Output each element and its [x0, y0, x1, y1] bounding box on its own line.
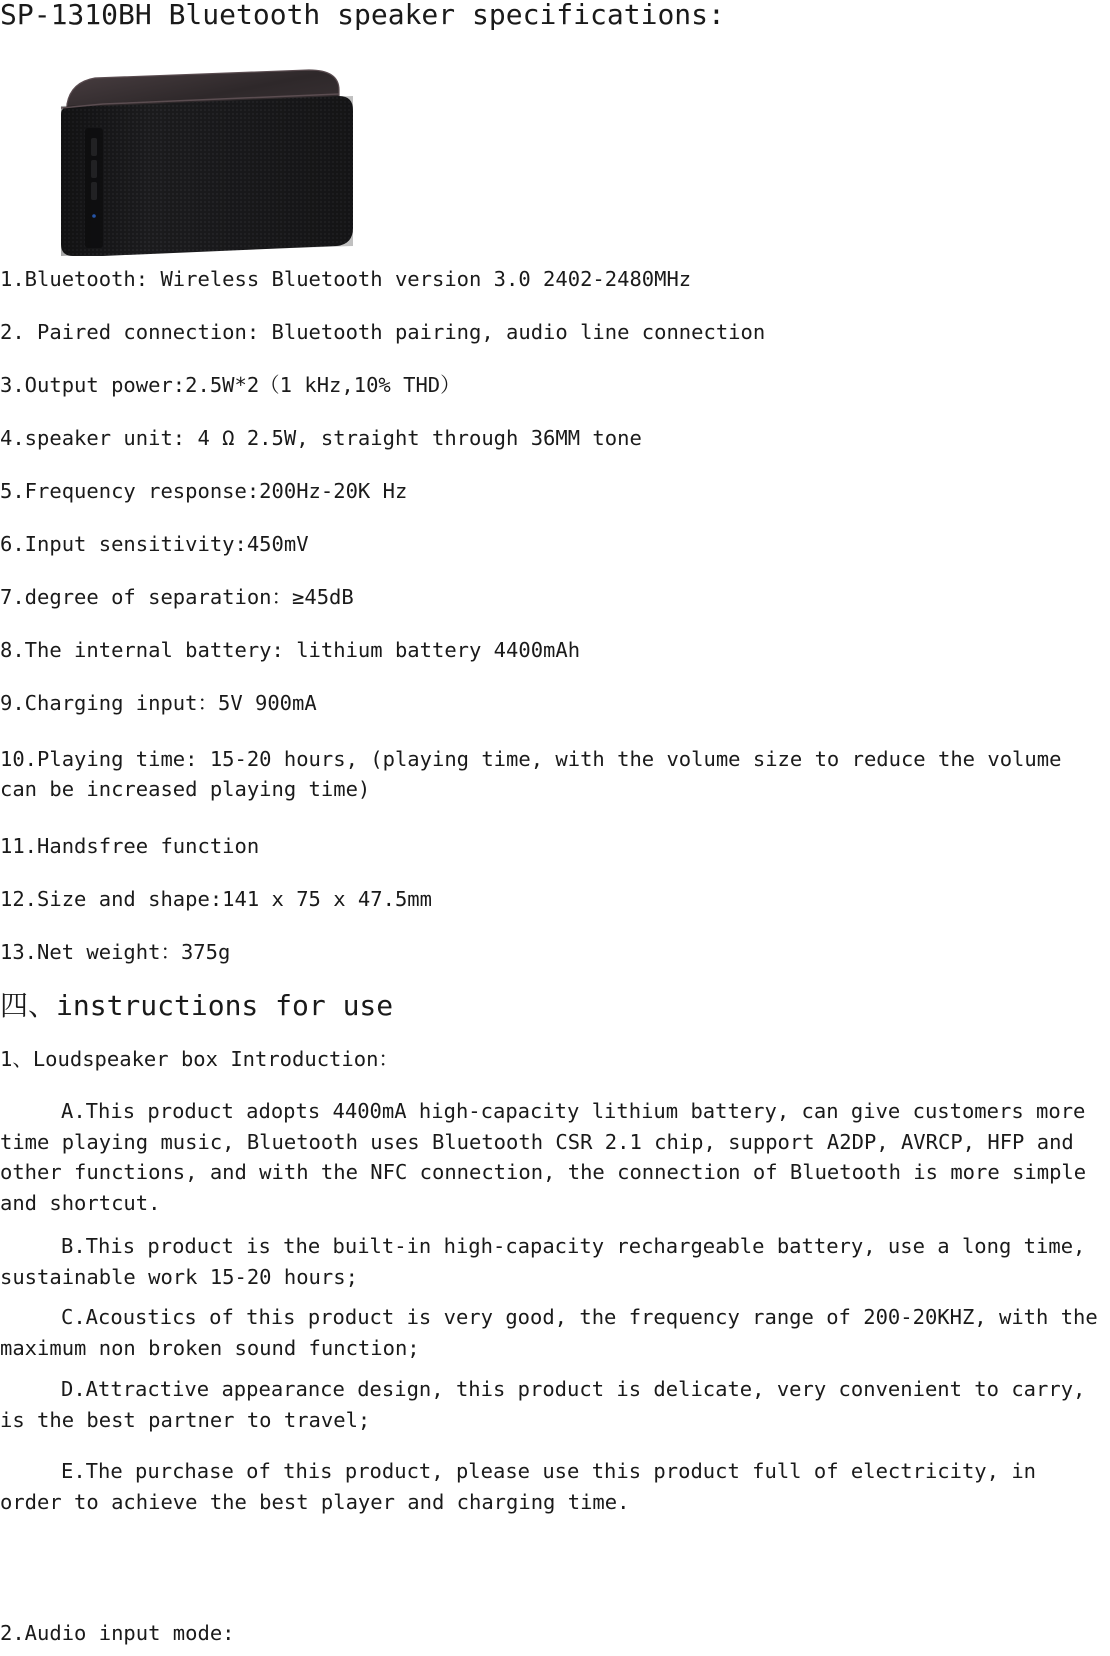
paragraph-c: C.Acoustics of this product is very good, the frequency range of 200-20KHZ, with the maximum non broken sound function; [0, 1305, 1098, 1360]
paragraph-d: D.Attractive appearance design, this product is delicate, very convenient to carry, is the best partner to travel; [0, 1377, 1086, 1432]
spec-item-charging-input: 9.Charging input：5V 900mA [0, 691, 317, 715]
spec-item-playing-time: 10.Playing time: 15-20 hours, (playing time, with the volume size to reduce the volume can be increased playing time) [0, 747, 1062, 801]
paragraph-a: A.This product adopts 4400mA high-capacity lithium battery, can give customers more time playing music, Bluetooth uses Bluetooth CSR 2.1 chip, support A2DP, AVRCP, HFP and other functions, and with the NFC connection, the connection of Bluetooth is more simple and shortcut. [0, 1099, 1087, 1215]
spec-item-net-weight: 13.Net weight：375g [0, 940, 231, 964]
spec-item-output-power: 3.Output power:2.5W*2（1 kHz,10% THD） [0, 373, 461, 397]
spec-item-size: 12.Size and shape:141 x 75 x 47.5mm [0, 887, 432, 911]
spec-item-separation: 7.degree of separation：≥45dB [0, 585, 354, 609]
page-title: SP-1310BH Bluetooth speaker specifications: [0, 0, 725, 31]
paragraph-b: B.This product is the built-in high-capacity rechargeable battery, use a long time, sustainable work 15-20 hours; [0, 1234, 1086, 1289]
spec-item-speaker-unit: 4.speaker unit: 4 Ω 2.5W, straight through 36MM tone [0, 426, 642, 450]
spec-item-handsfree: 11.Handsfree function [0, 834, 260, 858]
paragraph-e: E.The purchase of this product, please use this product full of electricity, in order to achieve the best player and charging time. [0, 1459, 1037, 1514]
section-heading-instructions: 四、instructions for use [0, 989, 394, 1022]
spec-item-frequency-response: 5.Frequency response:200Hz-20K Hz [0, 479, 408, 503]
subsection-heading-audio-input: 2.Audio input mode: [0, 1621, 235, 1645]
spec-item-input-sensitivity: 6.Input sensitivity:450mV [0, 532, 309, 556]
bluetooth-speaker-image [47, 68, 377, 260]
spec-item-battery: 8.The internal battery: lithium battery 4400mAh [0, 638, 581, 662]
spec-item-paired-connection: 2. Paired connection: Bluetooth pairing, audio line connection [0, 320, 766, 344]
spec-item-bluetooth: 1.Bluetooth: Wireless Bluetooth version 3.0 2402-2480MHz [0, 267, 692, 291]
subsection-heading-introduction: 1、Loudspeaker box Introduction： [0, 1047, 399, 1071]
